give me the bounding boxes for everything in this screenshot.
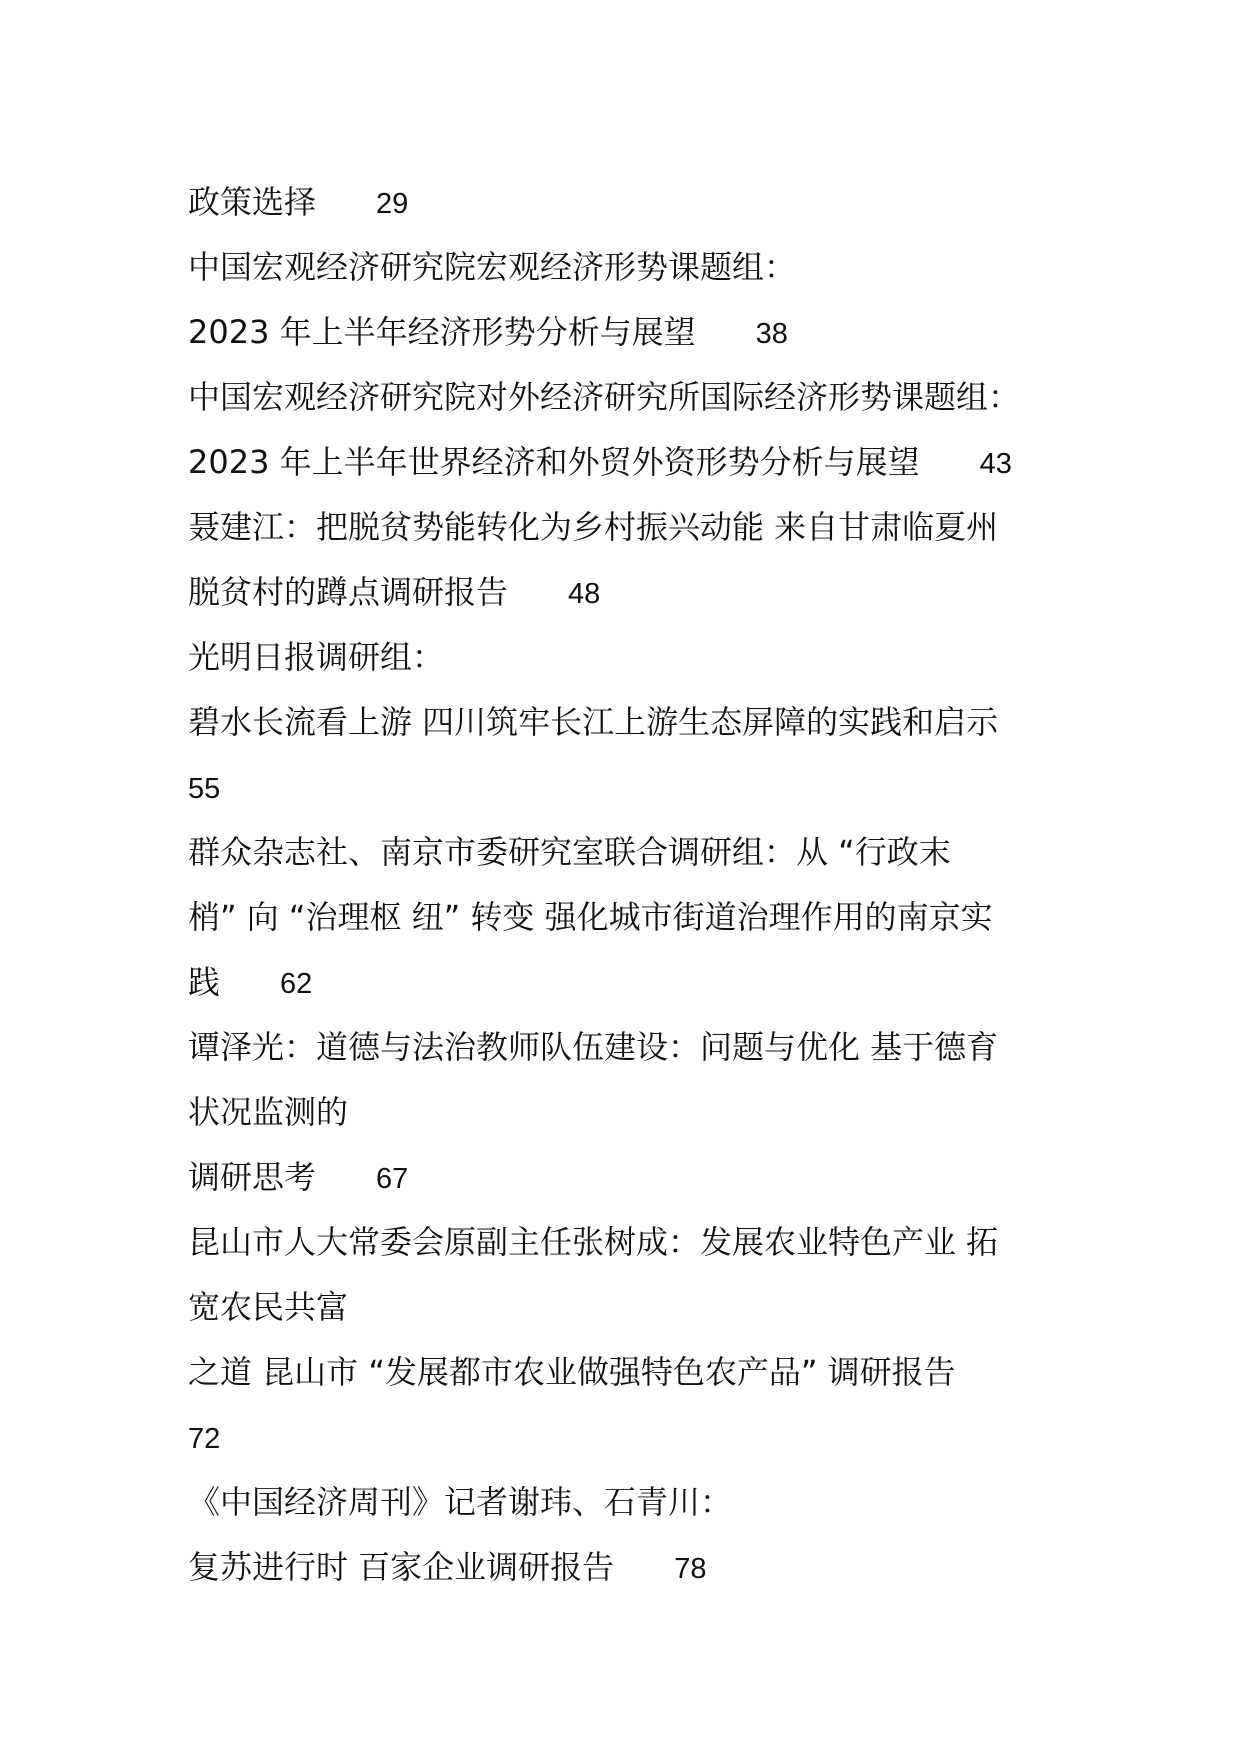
toc-page-number: 38 — [755, 318, 788, 350]
toc-line — [188, 430, 1068, 495]
toc-text: 聂建江：把脱贫势能转化为乡村振兴动能 来自甘肃临夏州 — [188, 508, 999, 546]
toc-text: 碧水长流看上游 四川筑牢长江上游生态屏障的实践和启示 — [188, 703, 999, 741]
toc-line — [188, 560, 1068, 625]
toc-text: 复苏进行时 百家企业调研报告 — [188, 1548, 615, 1586]
toc-page-number: 62 — [280, 968, 313, 1000]
toc-line — [188, 690, 1068, 755]
toc-line — [188, 365, 1068, 430]
toc-line — [188, 235, 1068, 300]
toc-text: 之道 昆山市 “发展都市农业做强特色农产品” 调研报告 — [188, 1353, 956, 1391]
toc-text: 政策选择 — [188, 183, 317, 221]
toc-line — [188, 1470, 1068, 1535]
toc-line — [188, 1340, 1068, 1405]
toc-line — [188, 1535, 1068, 1600]
toc-line — [188, 1210, 1068, 1275]
toc-line — [188, 885, 1068, 950]
toc-text: 2023 年上半年经济形势分析与展望 — [188, 313, 696, 351]
toc-page-number: 29 — [376, 188, 409, 220]
toc-text: 中国宏观经济研究院宏观经济形势课题组： — [188, 248, 797, 286]
toc-text: 群众杂志社、南京市委研究室联合调研组：从 “行政末 — [188, 833, 951, 871]
toc-line — [188, 1145, 1068, 1210]
table-of-contents — [188, 170, 1068, 1600]
toc-line — [188, 1275, 1068, 1340]
toc-page-number: 67 — [376, 1163, 409, 1195]
toc-text: 践 — [188, 963, 221, 1001]
toc-text: 《中国经济周刊》记者谢玮、石青川： — [188, 1483, 733, 1521]
toc-line — [188, 170, 1068, 235]
toc-text: 2023 年上半年世界经济和外贸外资形势分析与展望 — [188, 443, 920, 481]
toc-line — [188, 950, 1068, 1015]
toc-line — [188, 755, 1068, 820]
toc-line — [188, 625, 1068, 690]
toc-line — [188, 1405, 1068, 1470]
toc-text: 状况监测的 — [188, 1093, 349, 1131]
toc-page-number: 72 — [188, 1423, 221, 1455]
toc-page-number: 48 — [568, 578, 601, 610]
toc-line — [188, 300, 1068, 365]
toc-text: 光明日报调研组： — [188, 638, 445, 676]
toc-line — [188, 1080, 1068, 1145]
toc-text: 谭泽光：道德与法治教师队伍建设：问题与优化 基于德育 — [188, 1028, 999, 1066]
toc-line — [188, 820, 1068, 885]
toc-text: 调研思考 — [188, 1158, 317, 1196]
toc-page-number: 43 — [979, 448, 1012, 480]
toc-text: 中国宏观经济研究院对外经济研究所国际经济形势课题组： — [188, 378, 1021, 416]
toc-text: 梢” 向 “治理枢 纽” 转变 强化城市街道治理作用的南京实 — [188, 898, 993, 936]
toc-line — [188, 495, 1068, 560]
toc-text: 脱贫村的蹲点调研报告 — [188, 573, 509, 611]
toc-text: 昆山市人大常委会原副主任张树成：发展农业特色产业 拓 — [188, 1223, 999, 1261]
toc-page-number: 78 — [674, 1553, 707, 1585]
toc-text: 宽农民共富 — [188, 1288, 349, 1326]
toc-line — [188, 1015, 1068, 1080]
toc-page-number: 55 — [188, 773, 221, 805]
